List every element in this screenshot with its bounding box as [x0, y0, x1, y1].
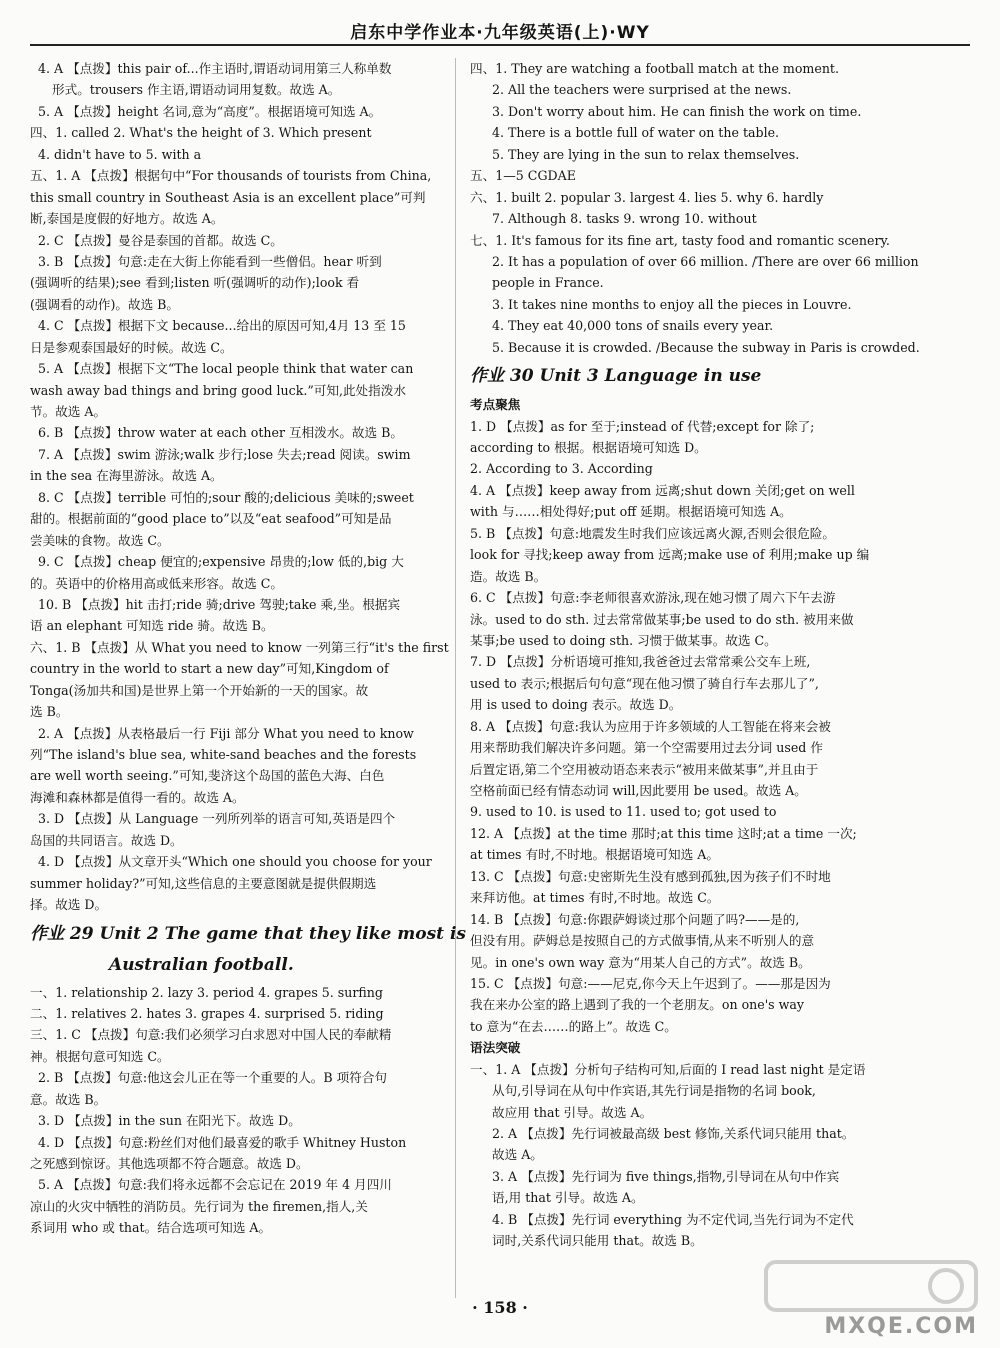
text-line: at times 有时,不时地。根据语境可知选 A。 — [470, 847, 719, 863]
text-line: 四、1. They are watching a football match at the moment. — [470, 61, 839, 76]
text-line: 海滩和森林都是值得一看的。故选 A。 — [30, 789, 245, 805]
text-line: 3. Don't worry about him. He can finish the work on time. — [492, 103, 862, 119]
right-column — [470, 58, 930, 1252]
text-line: 4. A 【点拨】keep away from 远离;shut down 关闭;get on well — [470, 482, 855, 498]
text-line: 7. D 【点拨】分析语境可推知,我爸爸过去常常乘公交车上班, — [470, 654, 811, 670]
text-line: 2. According to 3. According — [470, 461, 653, 477]
left-column — [30, 58, 482, 1239]
text-line: 3. D 【点拨】从 Language 一列所列举的语言可知,英语是四个 — [38, 811, 396, 827]
text-line: 4. B 【点拨】先行词 everything 为不定代词,当先行词为不定代 — [492, 1211, 854, 1227]
text-line: 后置定语,第二个空用被动语态来表示“被用来做某事”,并且由于 — [470, 761, 819, 777]
section-title-30: 作业 30 Unit 3 Language in use — [470, 366, 762, 387]
text-line: 4. There is a bottle full of water on the table. — [492, 125, 780, 141]
text-line: this small country in Southeast Asia is an excellent place”可判 — [30, 189, 426, 205]
text-line: 造。故选 B。 — [470, 568, 547, 584]
text-line: 神。根据句意可知选 C。 — [30, 1048, 170, 1064]
text-line: 4. They eat 40,000 tons of snails every year. — [492, 318, 774, 334]
text-line: 之死感到惊讶。其他选项都不符合题意。故选 D。 — [30, 1156, 309, 1171]
text-line: 3. B 【点拨】句意:走在大街上你能看到一些僧侣。hear 听到 — [38, 253, 382, 269]
text-line: to 意为“在去……的路上”。故选 C。 — [470, 1018, 677, 1034]
text-line: 凉山的火灾中牺牲的消防员。先行词为 the firemen,指人,关 — [30, 1198, 368, 1214]
text-line: 2. It has a population of over 66 million. /There are over 66 million — [492, 253, 919, 269]
text-line: 一、1. relationship 2. lazy 3. period 4. grapes 5. surfing — [30, 984, 383, 1000]
text-line: 2. A 【点拨】先行词被最高级 best 修饰,关系代词只能用 that。 — [492, 1126, 855, 1141]
text-line: 6. C 【点拨】句意:李老师很喜欢游泳,现在她习惯了周六下午去游 — [470, 590, 836, 606]
text-line: 形式。trousers 作主语,谓语动词用复数。故选 A。 — [52, 82, 341, 98]
text-line: 三、1. C 【点拨】句意:我们必须学习白求恩对中国人民的奉献精 — [30, 1027, 392, 1043]
text-line: 但没有用。萨姆总是按照自己的方式做事情,从来不听别人的意 — [470, 933, 815, 949]
text-line: 9. C 【点拨】cheap 便宜的;expensive 昂贵的;low 低的,big 大 — [38, 554, 404, 570]
text-line: 某事;be used to doing sth. 习惯于做某事。故选 C。 — [470, 632, 777, 648]
page-number: · 158 · — [472, 1298, 528, 1317]
text-line: 15. C 【点拨】句意:——尼克,你今天上午迟到了。——那是因为 — [470, 975, 831, 991]
text-line: wash away bad things and bring good luck.”可知,此处指泼水 — [30, 382, 406, 398]
text-line: 断,泰国是度假的好地方。故选 A。 — [30, 211, 224, 227]
text-line: summer holiday?”可知,这些信息的主要意图就是提供假期选 — [30, 875, 377, 891]
text-line: 1. D 【点拨】as for 至于;instead of 代替;except for 除了; — [470, 418, 815, 434]
text-line: 选 B。 — [30, 704, 69, 720]
text-line: 故选 A。 — [492, 1147, 543, 1163]
text-line: 7. A 【点拨】swim 游泳;walk 步行;lose 失去;read 阅读。swim — [38, 446, 411, 462]
text-line: 七、1. It's famous for its fine art, tasty food and romantic scenery. — [470, 232, 890, 248]
text-line: 来拜访他。at times 有时,不时地。故选 C。 — [470, 890, 720, 906]
text-line: 5. Because it is crowded. /Because the subway in Paris is crowded. — [492, 339, 920, 355]
text-line: 我在来办公室的路上遇到了我的一个老朋友。on one's way — [470, 997, 805, 1013]
text-line: 5. A 【点拨】height 名词,意为“高度”。根据语境可知选 A。 — [38, 103, 382, 119]
text-line: 2. All the teachers were surprised at the news. — [492, 82, 792, 98]
text-line: 择。故选 D。 — [30, 897, 108, 913]
text-line: 4. C 【点拨】根据下文 because...给出的原因可知,4月 13 至 15 — [38, 318, 406, 334]
text-line: country in the world to start a new day”可知,Kingdom of — [30, 661, 389, 677]
text-line: according to 根据。根据语境可知选 D。 — [470, 440, 707, 455]
text-line: 4. didn't have to 5. with a — [38, 146, 202, 162]
text-line: 3. A 【点拨】先行词为 five things,指物,引导词在从句中作宾 — [492, 1168, 840, 1184]
subhead-grammar: 语法突破 — [470, 1040, 521, 1056]
text-line: 2. B 【点拨】句意:他这会儿正在等一个重要的人。B 项符合句 — [38, 1070, 388, 1086]
text-line: 8. C 【点拨】terrible 可怕的;sour 酸的;delicious 美味的;sweet — [38, 489, 414, 505]
text-line: 五、1. A 【点拨】根据句中“For thousands of tourists from China, — [30, 168, 432, 184]
text-line: in the sea 在海里游泳。故选 A。 — [30, 468, 223, 484]
text-line: 5. They are lying in the sun to relax themselves. — [492, 146, 800, 162]
text-line: used to 表示;根据后句句意“现在他习惯了骑自行车去那儿了”, — [470, 675, 819, 691]
text-line: 尝美味的食物。故选 C。 — [30, 532, 170, 548]
text-line: 10. B 【点拨】hit 击打;ride 骑;drive 驾驶;take 乘,坐。根据宾 — [38, 596, 401, 612]
watermark-text: MXQE.COM — [824, 1314, 978, 1339]
text-line: 节。故选 A。 — [30, 404, 107, 419]
text-line: with 与……相处得好;put off 延期。根据语境可知选 A。 — [470, 504, 792, 520]
text-line: 4. D 【点拨】从文章开头“Which one should you choose for your — [38, 854, 432, 870]
page-header — [30, 14, 970, 46]
text-line: 一、1. A 【点拨】分析句子结构可知,后面的 I read last night 是定语 — [470, 1061, 866, 1077]
text-line: 空格前面已经有情态动词 will,因此要用 be used。故选 A。 — [470, 783, 807, 798]
text-line: 语 an elephant 可知选 ride 骑。故选 B。 — [30, 618, 274, 634]
text-line: 词时,关系代词只能用 that。故选 B。 — [492, 1233, 703, 1249]
header-title: 启东中学作业本·九年级英语(上)·WY — [350, 23, 650, 43]
text-line: 六、1. B 【点拨】从 What you need to know 一列第三行“it's the first — [30, 639, 449, 655]
text-line: 6. B 【点拨】throw water at each other 互相泼水。故选 B。 — [38, 425, 403, 441]
text-line: 2. C 【点拨】曼谷是泰国的首都。故选 C。 — [38, 232, 283, 248]
text-line: 3. It takes nine months to enjoy all the pieces in Louvre. — [492, 296, 852, 312]
text-line: 四、1. called 2. What's the height of 3. Which present — [30, 125, 372, 141]
text-line: 5. A 【点拨】根据下文“The local people think that water can — [38, 361, 414, 377]
text-line: 4. A 【点拨】this pair of...作主语时,谓语动词用第三人称单数 — [38, 61, 392, 76]
text-line: 9. used to 10. is used to 11. used to; got used to — [470, 804, 777, 820]
text-line: 二、1. relatives 2. hates 3. grapes 4. surprised 5. riding — [30, 1005, 384, 1021]
text-line: 5. B 【点拨】句意:地震发生时我们应该远离火源,否则会很危险。 — [470, 525, 835, 541]
text-line: 13. C 【点拨】句意:史密斯先生没有感到孤独,因为孩子们不时地 — [470, 868, 831, 884]
text-line: 3. D 【点拨】in the sun 在阳光下。故选 D。 — [38, 1113, 301, 1129]
text-line: 用来帮助我们解决许多问题。第一个空需要用过去分词 used 作 — [470, 740, 823, 756]
text-line: look for 寻找;keep away from 远离;make use of 利用;make up 编 — [470, 547, 870, 563]
text-line: Tonga(汤加共和国)是世界上第一个开始新的一天的国家。故 — [30, 682, 369, 698]
subhead-focus: 考点聚焦 — [470, 397, 521, 413]
text-line: are well worth seeing.”可知,斐济这个岛国的蓝色大海、白色 — [30, 768, 385, 784]
text-line: (强调听的结果);see 看到;listen 听(强调听的动作);look 看 — [30, 275, 360, 291]
text-line: 从句,引导词在从句中作宾语,其先行词是指物的名词 book, — [492, 1083, 816, 1099]
text-line: 见。in one's own way 意为“用某人自己的方式”。故选 B。 — [470, 954, 811, 970]
text-line: (强调看的动作)。故选 B。 — [30, 296, 180, 312]
text-line: 六、1. built 2. popular 3. largest 4. lies 5. why 6. hardly — [470, 189, 824, 205]
text-line: people in France. — [492, 275, 604, 291]
text-line: 列“The island's blue sea, white-sand beaches and the forests — [30, 747, 417, 762]
text-line: 12. A 【点拨】at the time 那时;at this time 这时;at a time 一次; — [470, 825, 857, 841]
text-line: 五、1—5 CGDAE — [470, 168, 576, 184]
text-line: 语,用 that 引导。故选 A。 — [492, 1190, 644, 1206]
text-line: 岛国的共同语言。故选 D。 — [30, 832, 183, 848]
text-line: 14. B 【点拨】句意:你跟萨姆谈过那个问题了吗?——是的, — [470, 911, 800, 927]
text-line: 系词用 who 或 that。结合选项可知选 A。 — [30, 1220, 272, 1236]
section-subtitle-29: Australian football. — [109, 954, 294, 975]
text-line: 的。英语中的价格用高或低来形容。故选 C。 — [30, 575, 283, 591]
section-title-29: 作业 29 Unit 2 The game that they like most is — [30, 923, 466, 944]
text-line: 甜的。根据前面的“good place to”以及“eat seafood”可知是品 — [30, 511, 392, 527]
text-line: 5. A 【点拨】句意:我们将永远都不会忘记在 2019 年 4 月四川 — [38, 1177, 392, 1193]
text-line: 2. A 【点拨】从表格最后一行 Fiji 部分 What you need to know — [38, 725, 414, 741]
text-line: 泳。used to do sth. 过去常常做某事;be used to do sth. 被用来做 — [470, 611, 854, 627]
text-line: 意。故选 B。 — [30, 1091, 107, 1107]
text-line: 4. D 【点拨】句意:粉丝们对他们最喜爱的歌手 Whitney Huston — [38, 1134, 407, 1150]
text-line: 8. A 【点拨】句意:我认为应用于许多领域的人工智能在将来会被 — [470, 718, 831, 734]
text-line: 用 is used to doing 表示。故选 D。 — [470, 697, 682, 713]
text-line: 日是参观泰国最好的时候。故选 C。 — [30, 339, 233, 355]
text-line: 7. Although 8. tasks 9. wrong 10. without — [492, 211, 757, 227]
text-line: 故应用 that 引导。故选 A。 — [492, 1104, 653, 1120]
